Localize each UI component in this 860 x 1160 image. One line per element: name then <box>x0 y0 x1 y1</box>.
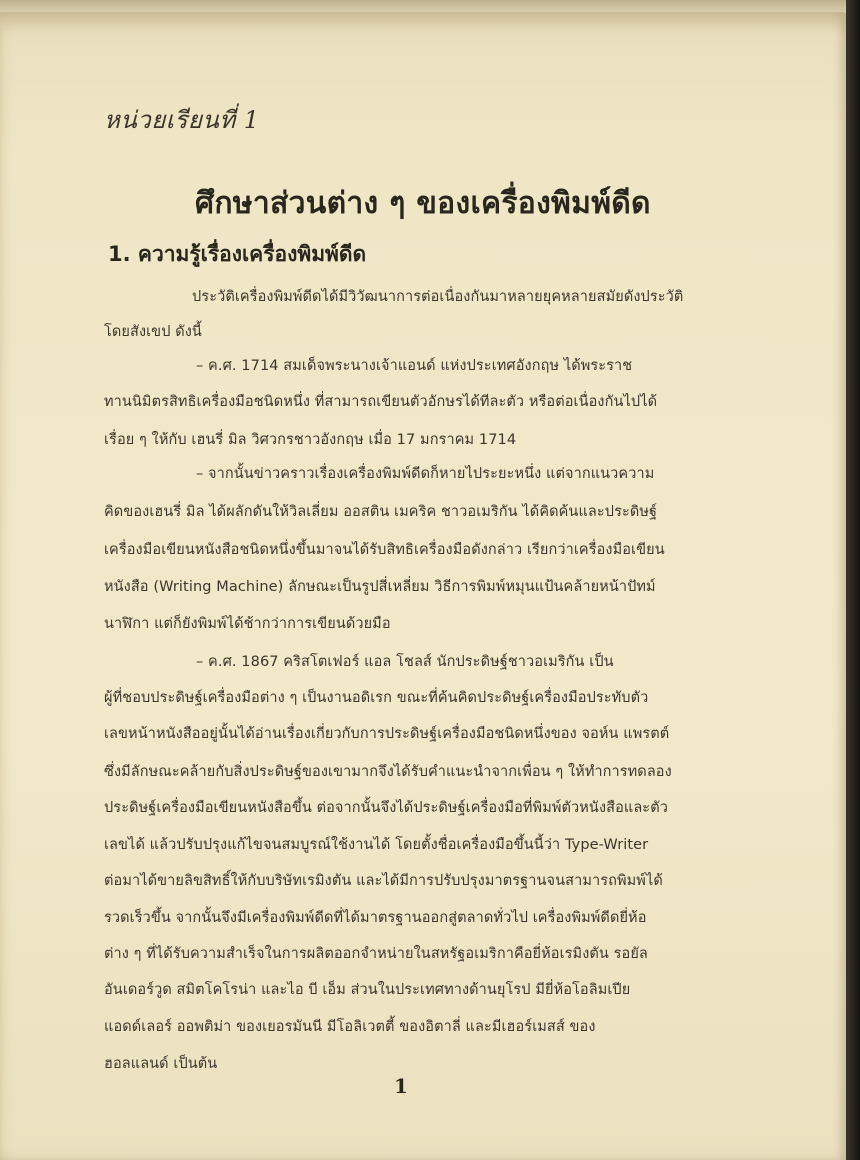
paragraph-line: ประดิษฐ์เครื่องมือเขียนหนังสือขึ้น ต่อจากนั้นจึงได้ประดิษฐ์เครื่องมือที่พิมพ์ตัวหนังสือและตัว <box>104 800 668 816</box>
paragraph-line: ต่าง ๆ ที่ได้รับความสำเร็จในการผลิตออกจำหน่ายในสหรัฐอเมริกาคือยี่ห้อเรมิงตัน รอยัล <box>104 946 648 962</box>
paragraph-line: ซึ่งมีลักษณะคล้ายกับสิ่งประดิษฐ์ของเขามากจึงได้รับคำแนะนำจากเพื่อน ๆ ให้ทำการทดลอง <box>104 764 672 780</box>
paragraph-line: – ค.ศ. 1867 คริสโตเฟอร์ แอล โชลส์ นักประดิษฐ์ชาวอเมริกัน เป็น <box>196 654 614 670</box>
paragraph-line: เลขหน้าหนังสืออยู่นั้นได้อ่านเรื่องเกี่ยวกับการประดิษฐ์เครื่องมือชนิดหนึ่งของ จอห์น แพรตต์ <box>104 726 670 742</box>
paragraph-line: อันเดอร์วูด สมิตโคโรน่า และไอ บี เอ็ม ส่วนในประเทศทางด้านยุโรป มียี่ห้อโอลิมเปีย <box>104 982 631 998</box>
unit-heading: หน่วยเรียนที่ 1 <box>104 106 260 134</box>
section-heading: 1. ความรู้เรื่องเครื่องพิมพ์ดีด <box>108 242 367 266</box>
page-number: 1 <box>394 1074 408 1098</box>
paragraph-line: เครื่องมือเขียนหนังสือชนิดหนึ่งขึ้นมาจนได้รับสิทธิเครื่องมือดังกล่าว เรียกว่าเครื่องมือเขียน <box>104 542 665 558</box>
binding-edge <box>846 0 860 1160</box>
paragraph-line: คิดของเฮนรี่ มิล ได้ผลักดันให้วิลเลี่ยม ออสติน เมคริค ชาวอเมริกัน ได้คิดค้นและประดิษฐ์ <box>104 504 658 520</box>
paragraph-line: ฮอลแลนด์ เป็นต้น <box>104 1056 218 1072</box>
paragraph-line: เรื่อย ๆ ให้กับ เฮนรี่ มิล วิศวกรชาวอังกฤษ เมื่อ 17 มกราคม 1714 <box>104 432 517 448</box>
chapter-title: ศึกษาส่วนต่าง ๆ ของเครื่องพิมพ์ดีด <box>195 186 651 221</box>
paragraph-line: โดยสังเขป ดังนี้ <box>104 324 202 340</box>
paragraph-line: เลขได้ แล้วปรับปรุงแก้ไขจนสมบูรณ์ใช้งานได้ โดยตั้งชื่อเครื่องมือขึ้นนี้ว่า Type-Writer <box>104 837 649 853</box>
paragraph-line: นาฬิกา แต่ก็ยังพิมพ์ได้ช้ากว่าการเขียนด้วยมือ <box>104 616 391 632</box>
paragraph-line: ทานนิมิตรสิทธิเครื่องมือชนิดหนึ่ง ที่สามารถเขียนตัวอักษรได้ทีละตัว หรือต่อเนื่องกันไปได้ <box>104 394 658 410</box>
paragraph-line: แอดด์เลอร์ ออพติม่า ของเยอรมันนี มีโอลิเวตตี้ ของอิตาลี่ และมีเฮอร์เมสส์ ของ <box>104 1019 596 1035</box>
paragraph-line: ผู้ที่ชอบประดิษฐ์เครื่องมือต่าง ๆ เป็นงานอดิเรก ขณะที่ค้นคิดประดิษฐ์เครื่องมือประทับตัว <box>104 690 649 706</box>
paragraph-line: รวดเร็วขึ้น จากนั้นจึงมีเครื่องพิมพ์ดีดที่ได้มาตรฐานออกสู่ตลาดทั่วไป เครื่องพิมพ์ดีดยี่ห้อ <box>104 910 647 926</box>
paragraph-line: – ค.ศ. 1714 สมเด็จพระนางเจ้าแอนด์ แห่งประเทศอังกฤษ ได้พระราช <box>196 358 633 374</box>
paragraph-line: หนังสือ (Writing Machine) ลักษณะเป็นรูปสี่เหลี่ยม วิธีการพิมพ์หมุนแป้นคล้ายหน้าปัทม์ <box>104 579 656 595</box>
paragraph-line: ต่อมาได้ขายลิขสิทธิ์ให้กับบริษัทเรมิงตัน และได้มีการปรับปรุงมาตรฐานจนสามารถพิมพ์ได้ <box>104 873 663 889</box>
paragraph-line: ประวัติเครื่องพิมพ์ดีดได้มีวิวัฒนาการต่อเนื่องกันมาหลายยุคหลายสมัยดังประวัติ <box>192 289 684 305</box>
paragraph-line: – จากนั้นข่าวคราวเรื่องเครื่องพิมพ์ดีดก็หายไประยะหนึ่ง แต่จากแนวความ <box>196 466 655 482</box>
